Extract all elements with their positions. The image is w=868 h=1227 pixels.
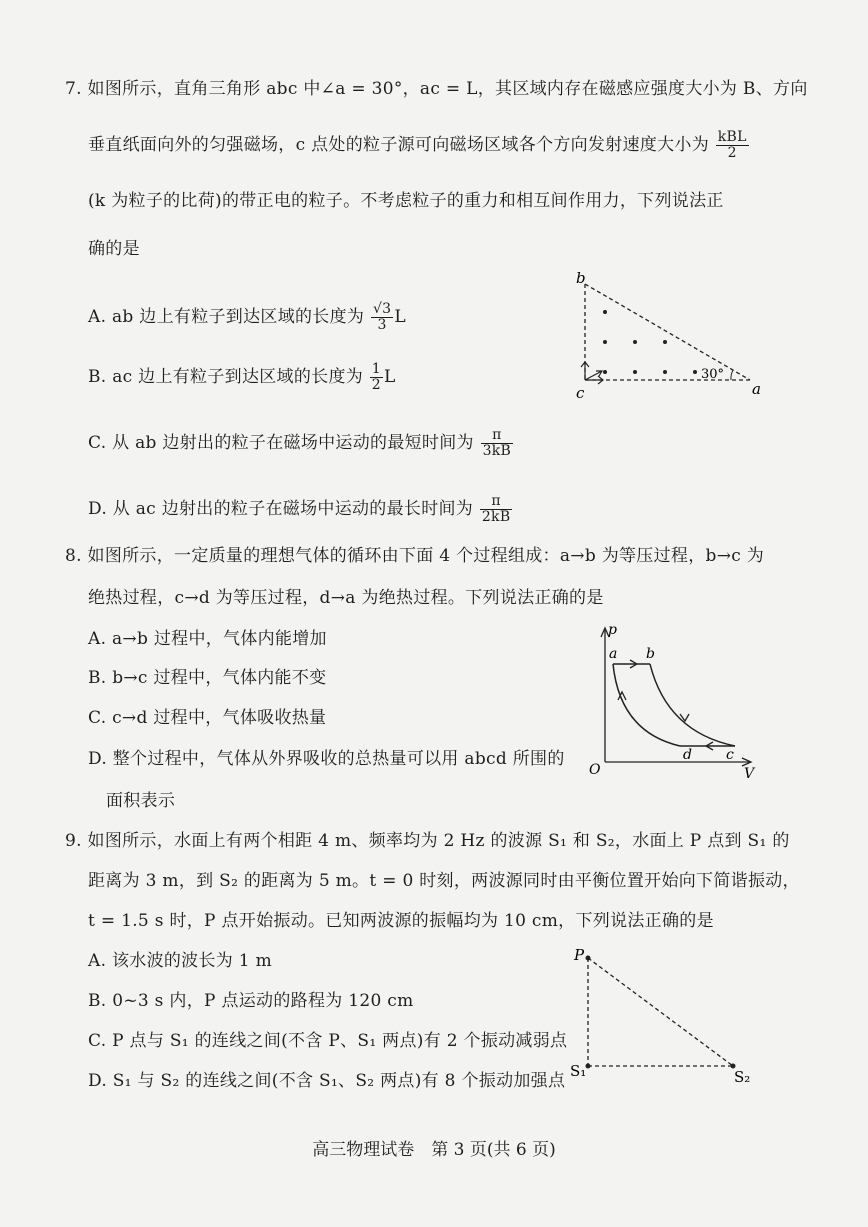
q7-speed-fraction — [716, 130, 749, 161]
q9-stem-line2: 距离为 3 m，到 S₂ 的距离为 5 m。t = 0 时刻，两波源同时由平衡位置开始向下简谐振动， — [88, 871, 800, 891]
q7-field-dot — [603, 340, 607, 344]
q7-edge-ab — [585, 284, 750, 380]
q7-option-b-text: B. ac 边上有粒子到达区域的长度为 — [88, 367, 364, 387]
q7-speed-den: 2 — [727, 145, 737, 161]
q7-option-c-fraction — [481, 428, 514, 459]
q8-label-c: c — [726, 747, 734, 763]
q8-path-bc — [650, 664, 735, 746]
q9-stem-line3: t = 1.5 s 时，P 点开始振动。已知两波源的振幅均为 10 cm，下列说法正确的是 — [88, 911, 714, 931]
q7-option-d-text: D. 从 ac 边射出的粒子在磁场中运动的最长时间为 — [88, 499, 474, 519]
q9-edge-p-s2 — [588, 958, 733, 1066]
q7-option-a-num: √3 — [372, 301, 392, 317]
q7-option-c-text: C. 从 ab 边射出的粒子在磁场中运动的最短时间为 — [88, 433, 474, 453]
q8-stem-line1: 8. 如图所示，一定质量的理想气体的循环由下面 4 个过程组成：a→b 为等压过程，b→c 为 — [65, 546, 765, 566]
q7-stem-line2-text: 垂直纸面向外的匀强磁场，c 点处的粒子源可向磁场区域各个方向发射速度大小为 — [88, 135, 710, 155]
q8-option-d-cont: 面积表示 — [106, 791, 176, 811]
q7-option-d — [88, 494, 513, 525]
q8-label-o: O — [589, 762, 601, 778]
q8-pv-diagram — [585, 622, 765, 782]
q7-option-b-unit: L — [384, 367, 396, 387]
q7-option-b-den: 2 — [371, 377, 381, 393]
q7-option-b — [88, 362, 396, 393]
q7-option-a-fraction — [371, 302, 393, 333]
q7-angle-arc — [731, 370, 733, 380]
q7-option-a-den: 3 — [377, 317, 387, 333]
q7-stem-line4: 确的是 — [88, 239, 140, 259]
q7-stem-line1: 7. 如图所示，直角三角形 abc 中∠a = 30°，ac = L，其区域内存在磁感应强度大小为 B、方向 — [65, 79, 808, 99]
q9-stem-line1: 9. 如图所示，水面上有两个相距 4 m、频率均为 2 Hz 的波源 S₁ 和 S₂，水面上 P 点到 S₁ 的 — [65, 831, 790, 851]
q7-velocity-arrows — [581, 362, 603, 384]
q9-point-p — [586, 956, 591, 961]
q8-label-a: a — [609, 646, 618, 662]
q8-option-c: C. c→d 过程中，气体吸收热量 — [88, 708, 327, 728]
q7-option-a-unit: L — [394, 307, 406, 327]
q7-field-dot — [633, 340, 637, 344]
q8-option-b: B. b→c 过程中，气体内能不变 — [88, 668, 327, 688]
q7-field-dot — [663, 370, 667, 374]
q7-option-c-num: π — [481, 428, 514, 444]
page-footer: 高三物理试卷 第 3 页(共 6 页) — [312, 1140, 556, 1160]
q8-option-d: D. 整个过程中，气体从外界吸收的总热量可以用 abcd 所围的 — [88, 749, 565, 769]
q7-option-d-fraction — [480, 494, 513, 525]
q7-label-a: a — [752, 380, 761, 398]
q7-option-d-num: π — [480, 494, 513, 510]
q8-label-p: p — [608, 622, 617, 638]
q9-option-c: C. P 点与 S₁ 的连线之间(不含 P、S₁ 两点)有 2 个振动减弱点 — [88, 1031, 568, 1051]
q7-stem-line3: (k 为粒子的比荷)的带正电的粒子。不考虑粒子的重力和相互间作用力，下列说法正 — [88, 191, 724, 211]
q7-field-dot — [693, 370, 697, 374]
q7-field-dot — [663, 340, 667, 344]
q7-option-b-fraction — [370, 362, 383, 393]
q9-label-p: P — [574, 946, 585, 964]
q7-option-a — [88, 302, 406, 333]
q8-label-b: b — [646, 646, 655, 662]
q7-option-c-den: 3kB — [482, 443, 512, 459]
q7-label-b: b — [576, 270, 586, 287]
q7-stem-line2 — [88, 130, 750, 161]
q7-option-d-den: 2kB — [481, 509, 511, 525]
q7-field-dot — [603, 310, 607, 314]
q7-speed-num: kBL — [717, 129, 747, 145]
q9-option-d: D. S₁ 与 S₂ 的连线之间(不含 S₁、S₂ 两点)有 8 个振动加强点 — [88, 1071, 566, 1091]
q8-label-d: d — [683, 747, 692, 763]
q7-label-c: c — [576, 384, 585, 400]
q9-label-s2: S₂ — [734, 1068, 751, 1086]
q7-field-dots — [603, 310, 697, 374]
q7-field-dot — [633, 370, 637, 374]
q7-option-a-text: A. ab 边上有粒子到达区域的长度为 — [88, 307, 365, 327]
q7-option-b-num: 1 — [371, 361, 381, 377]
q8-label-v: V — [744, 766, 755, 782]
q7-triangle-figure — [570, 270, 770, 400]
q8-option-a: A. a→b 过程中，气体内能增加 — [88, 629, 327, 649]
q8-path-da — [613, 664, 680, 746]
q7-field-dot — [603, 370, 607, 374]
q9-wave-source-figure — [568, 944, 768, 1088]
q8-stem-line2: 绝热过程，c→d 为等压过程，d→a 为绝热过程。下列说法正确的是 — [88, 588, 604, 608]
q9-label-s1: S₁ — [570, 1062, 587, 1080]
q9-option-b: B. 0~3 s 内，P 点运动的路程为 120 cm — [88, 991, 414, 1011]
q7-angle-label: 30° — [701, 367, 725, 382]
q7-option-c — [88, 428, 514, 459]
q9-option-a: A. 该水波的波长为 1 m — [88, 951, 273, 971]
